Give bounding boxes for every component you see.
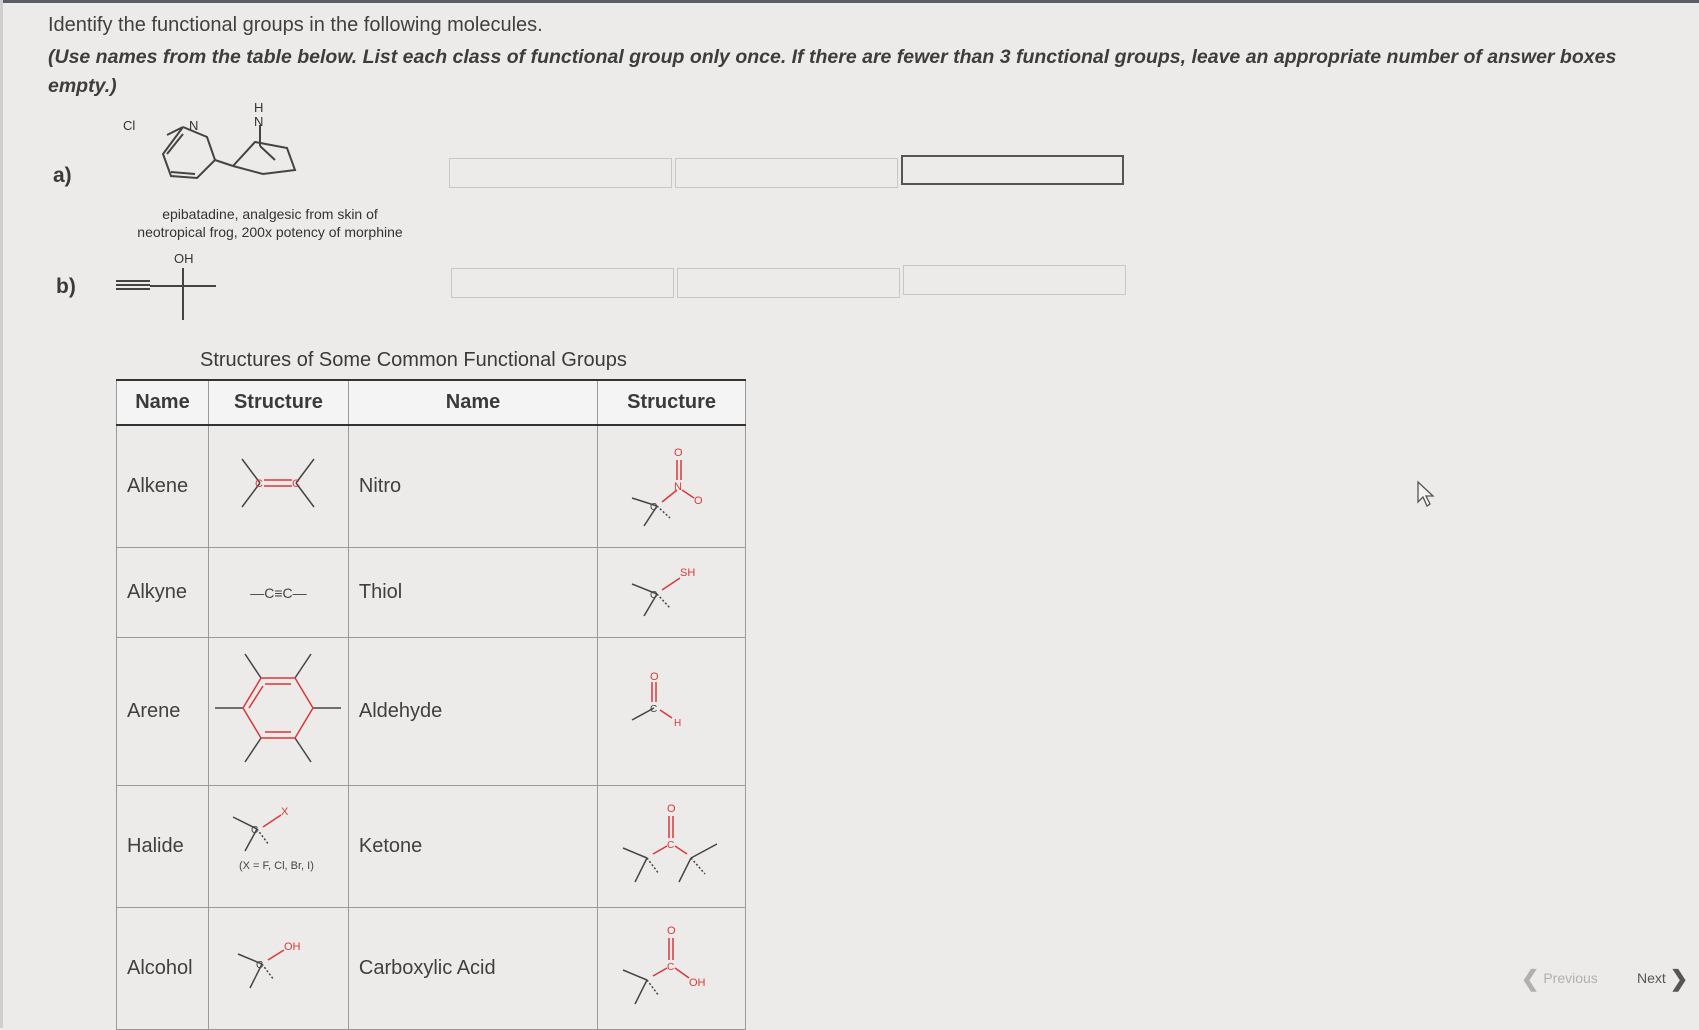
row-alkyne-name: Alkyne — [117, 547, 209, 637]
amine-h-label: H — [254, 100, 264, 115]
functional-groups-table — [116, 379, 746, 1030]
mouse-cursor-icon — [1416, 480, 1438, 510]
header-name-1: Name — [117, 380, 209, 425]
table-row — [117, 425, 746, 547]
alkene-structure — [208, 425, 348, 547]
nitro-c: C — [649, 502, 657, 514]
halide-x: X — [281, 806, 289, 818]
thiol-sh: SH — [679, 567, 695, 579]
carboxylic-acid-structure — [598, 907, 746, 1029]
row-aldehyde-name: Aldehyde — [348, 637, 597, 785]
acid-o: O — [666, 925, 676, 937]
header-structure-2: Structure — [598, 380, 746, 425]
epibatidine-structure — [115, 100, 355, 200]
next-button[interactable] — [1637, 966, 1688, 992]
alcohol-oh: OH — [284, 941, 301, 953]
ketone-o: O — [666, 803, 676, 815]
aldehyde-c: C — [649, 704, 657, 715]
acid-c: C — [666, 962, 674, 973]
table-row — [117, 785, 746, 907]
top-bar — [0, 0, 1699, 3]
chevron-right-icon: ❯ — [1669, 966, 1689, 991]
alcohol-c: C — [256, 960, 264, 971]
answer-b-2[interactable] — [677, 268, 900, 298]
ketone-structure — [598, 785, 746, 907]
header-structure-1: Structure — [208, 380, 348, 425]
aldehyde-o: O — [649, 671, 659, 683]
row-alcohol-name: Alcohol — [117, 907, 209, 1029]
row-carboxylic-acid-name: Carboxylic Acid — [348, 907, 597, 1029]
table-row — [117, 907, 746, 1029]
table-row — [117, 637, 746, 785]
question-prompt: Identify the functional groups in the following molecules. — [48, 14, 543, 36]
question-instructions: (Use names from the table below. List each class of functional group only once. If there are fewer than 3 functional groups, leave an appropriate number of answer boxes empty.) — [48, 46, 1617, 97]
chevron-left-icon: ❮ — [1521, 966, 1540, 991]
answer-a-3[interactable] — [901, 155, 1124, 185]
caption-line-2: neotropical frog, 200x potency of morphine — [137, 224, 403, 240]
row-arene-name: Arene — [117, 637, 209, 785]
hydroxyl-label: OH — [174, 251, 194, 266]
answer-b-1[interactable] — [451, 268, 674, 298]
alcohol-structure — [208, 907, 348, 1029]
nitro-o2: O — [693, 495, 703, 508]
left-edge — [0, 0, 3, 1028]
answer-a-1[interactable] — [449, 158, 672, 188]
alkene-c1: C — [255, 478, 264, 491]
question-text — [48, 14, 1678, 101]
pyridine-n-label: N — [189, 118, 199, 133]
row-nitro-name: Nitro — [348, 425, 597, 547]
table-title: Structures of Some Common Functional Groups — [200, 349, 627, 371]
part-b-label: b) — [56, 275, 76, 298]
molecule-caption — [105, 205, 435, 241]
thiol-structure — [598, 547, 746, 637]
chlorine-label: Cl — [123, 118, 136, 133]
ketone-c: C — [666, 840, 674, 851]
alkene-c2: C — [292, 478, 301, 491]
alkynol-structure — [112, 250, 232, 325]
halide-note: (X = F, Cl, Br, I) — [239, 860, 315, 872]
halide-structure — [208, 785, 348, 907]
next-label: Next — [1637, 970, 1666, 986]
nitro-structure — [598, 425, 746, 547]
amine-n-label: N — [254, 114, 264, 129]
caption-line-1: epibatadine, analgesic from skin of — [162, 206, 378, 222]
halide-c: C — [251, 825, 259, 836]
row-halide-name: Halide — [117, 785, 209, 907]
header-name-2: Name — [348, 380, 597, 425]
arene-structure — [208, 637, 348, 785]
answer-a-2[interactable] — [675, 158, 898, 188]
answer-b-3[interactable] — [903, 265, 1126, 295]
nitro-o1: O — [673, 447, 683, 460]
previous-label: Previous — [1543, 970, 1598, 986]
row-ketone-name: Ketone — [348, 785, 597, 907]
thiol-c: C — [649, 590, 657, 601]
aldehyde-structure — [598, 637, 746, 785]
table-header-row — [117, 380, 746, 425]
row-alkene-name: Alkene — [117, 425, 209, 547]
acid-oh: OH — [688, 977, 706, 989]
nitro-n: N — [673, 481, 682, 494]
alkyne-structure — [208, 547, 348, 637]
table-row — [117, 547, 746, 637]
previous-button[interactable] — [1521, 966, 1598, 992]
aldehyde-h: H — [673, 718, 681, 729]
alkyne-formula: —C≡C— — [250, 584, 307, 601]
part-a-label: a) — [53, 164, 72, 187]
row-thiol-name: Thiol — [348, 547, 597, 637]
